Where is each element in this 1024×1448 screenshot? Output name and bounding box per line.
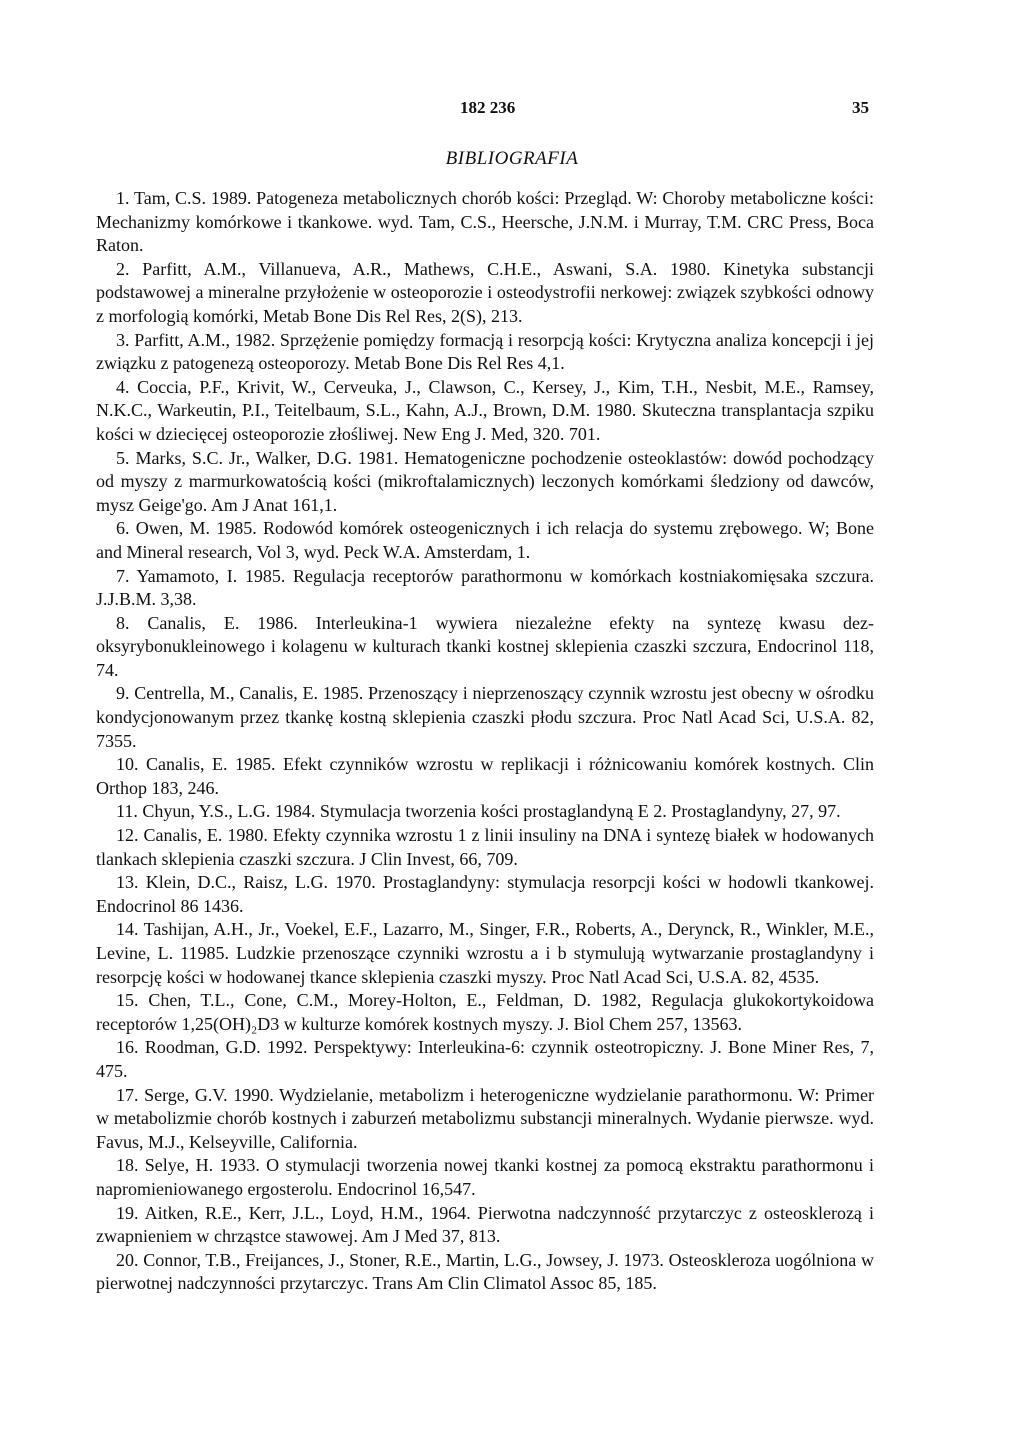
reference-item: 13. Klein, D.C., Raisz, L.G. 1970. Prostaglandyny: stymulacja resorpcji kości w hodowli tkankowej. Endocrinol 86 1436. [96, 872, 874, 916]
reference-item: 6. Owen, M. 1985. Rodowód komórek osteogenicznych i ich relacja do systemu zrębowego. W; Bone and Mineral research, Vol 3, wyd. Peck W.A. Amsterdam, 1. [96, 518, 874, 562]
reference-list [96, 187, 874, 1296]
reference-item: 9. Centrella, M., Canalis, E. 1985. Przenoszący i nieprzenoszący czynnik wzrostu jest obecny w ośrodku kondycjonowanym przez tkankę kostną sklepienia czaszki płodu szczura. Proc Natl Acad Sci, U.S.A. 82, 7355. [96, 683, 874, 751]
patent-number: 182 236 [460, 98, 516, 117]
section-title: BIBLIOGRAFIA [445, 148, 579, 169]
reference-item: 20. Connor, T.B., Freijances, J., Stoner, R.E., Martin, L.G., Jowsey, J. 1973. Osteoskleroza uogólniona w pierwotnej nadczynności przytarczyc. Trans Am Clin Climatol Assoc 85, 185. [96, 1249, 874, 1294]
reference-item: 15. Chen, T.L., Cone, C.M., Morey-Holton, E., Feldman, D. 1982, Regulacja glukokortykoidowa receptorów 1,25(OH)₂D3 w kulturze komórek kostnych myszy. J. Biol Chem 257, 13563. [96, 990, 874, 1034]
reference-item: 19. Aitken, R.E., Kerr, J.L., Loyd, H.M., 1964. Pierwotna nadczynność przytarczyc z osteosklerozą i zwapnieniem w chrząstce stawowej. Am J Med 37, 813. [96, 1202, 874, 1247]
page-number: 35 [852, 98, 869, 117]
reference-item: 17. Serge, G.V. 1990. Wydzielanie, metabolizm i heterogeniczne wydzielanie parathormonu. W: Primer w metabolizmie chorób kostnych i zaburzeń metabolizmu substancji mineralnych. Wydanie pierwsze. wyd. Favus, M.J., Kelseyville, California. [96, 1084, 874, 1152]
reference-item: 4. Coccia, P.F., Krivit, W., Cerveuka, J., Clawson, C., Kersey, J., Kim, T.H., Nesbit, M.E., Ramsey, N.K.C., Warkeutin, P.I., Teitelbaum, S.L., Kahn, A.J., Brown, D.M. 1980. Skuteczna transplantacja szpiku kości w dziecięcej osteoporozie złośliwej. New Eng J. Med, 320. 701. [96, 376, 874, 444]
reference-item: 5. Marks, S.C. Jr., Walker, D.G. 1981. Hematogeniczne pochodzenie osteoklastów: dowód pochodzący od myszy z marmurkowatością kości (mikroftalamicznych) leczonych komórkami śledziony od dawców, mysz Geige'go. Am J Anat 161,1. [96, 447, 874, 515]
reference-item: 3. Parfitt, A.M., 1982. Sprzężenie pomiędzy formacją i resorpcją kości: Krytyczna analiza koncepcji i jej związku z patogenezą osteoporozy. Metab Bone Dis Rel Res 4,1. [96, 329, 874, 374]
reference-item: 18. Selye, H. 1933. O stymulacji tworzenia nowej tkanki kostnej za pomocą ekstraktu parathormonu i napromieniowanego ergosterolu. Endocrinol 16,547. [96, 1155, 874, 1199]
reference-item: 8. Canalis, E. 1986. Interleukina-1 wywiera niezależne efekty na syntezę kwasu dezoksyrybonukleinowego i kolagenu w kulturach tkanki kostnej sklepienia czaszki szczura, Endocrinol 118, 74. [96, 612, 874, 680]
reference-item: 11. Chyun, Y.S., L.G. 1984. Stymulacja tworzenia kości prostaglandyną E 2. Prostaglandyny, 27, 97. [116, 801, 841, 822]
reference-item: 16. Roodman, G.D. 1992. Perspektywy: Interleukina-6: czynnik osteotropiczny. J. Bone Miner Res, 7, 475. [96, 1037, 874, 1081]
reference-item: 1. Tam, C.S. 1989. Patogeneza metabolicznych chorób kości: Przegląd. W: Choroby metaboliczne kości: Mechanizmy komórkowe i tkankowe. wyd. Tam, C.S., Heersche, J.N.M. i Murray, T.M. CRC Press, Boca Raton. [96, 188, 874, 256]
reference-item: 14. Tashijan, A.H., Jr., Voekel, E.F., Lazarro, M., Singer, F.R., Roberts, A., Derynck, R., Winkler, M.E., Levine, L. 11985. Ludzkie przenoszące czynniki wzrostu a i b stymulują wytwarzanie prostaglandyny i resorpcję kości w hodowanej tkance sklepienia czaszki myszy. Proc Natl Acad Sci, U.S.A. 82, 4535. [96, 919, 874, 987]
reference-item: 12. Canalis, E. 1980. Efekty czynnika wzrostu 1 z linii insuliny na DNA i syntezę białek w hodowanych tlankach sklepienia czaszki szczura. J Clin Invest, 66, 709. [96, 825, 874, 869]
reference-item: 2. Parfitt, A.M., Villanueva, A.R., Mathews, C.H.E., Aswani, S.A. 1980. Kinetyka substancji podstawowej a mineralne przyłożenie w osteoporozie i osteodystrofii nerkowej: związek szybkości odnowy z morfologią komórki, Metab Bone Dis Rel Res, 2(S), 213. [96, 258, 874, 326]
reference-item: 10. Canalis, E. 1985. Efekt czynników wzrostu w replikacji i różnicowaniu komórek kostnych. Clin Orthop 183, 246. [96, 754, 874, 798]
reference-item: 7. Yamamoto, I. 1985. Regulacja receptorów parathormonu w komórkach kostniakomięsaka szczura. J.J.B.M. 3,38. [96, 565, 874, 610]
